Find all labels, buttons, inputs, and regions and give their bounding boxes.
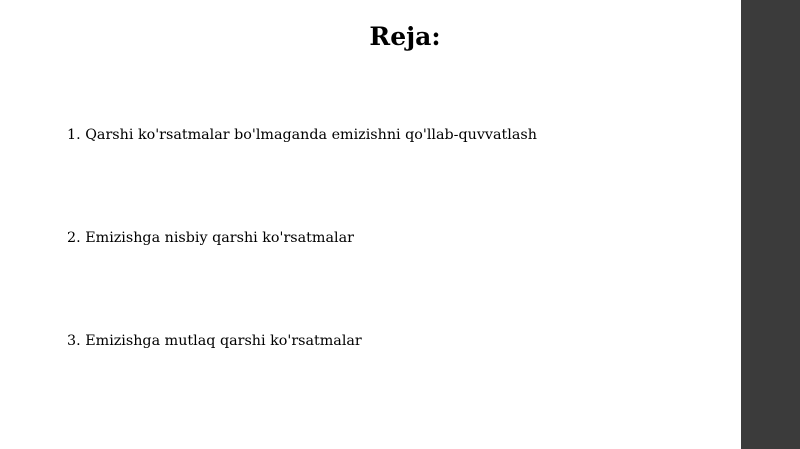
plan-item-number: 3. — [67, 333, 81, 349]
plan-item-text: Qarshi ko'rsatmalar bo'lmaganda emizishni qo'llab-quvvatlash — [85, 127, 537, 143]
side-panel — [741, 0, 800, 449]
slide-title: Reja: — [369, 22, 441, 51]
plan-item-text: Emizishga nisbiy qarshi ko'rsatmalar — [85, 230, 354, 246]
plan-item-text: Emizishga mutlaq qarshi ko'rsatmalar — [85, 333, 362, 349]
plan-item — [67, 227, 354, 249]
plan-item — [67, 330, 362, 352]
plan-item-number: 2. — [67, 230, 81, 246]
plan-item — [67, 124, 537, 146]
plan-item-number: 1. — [67, 127, 81, 143]
